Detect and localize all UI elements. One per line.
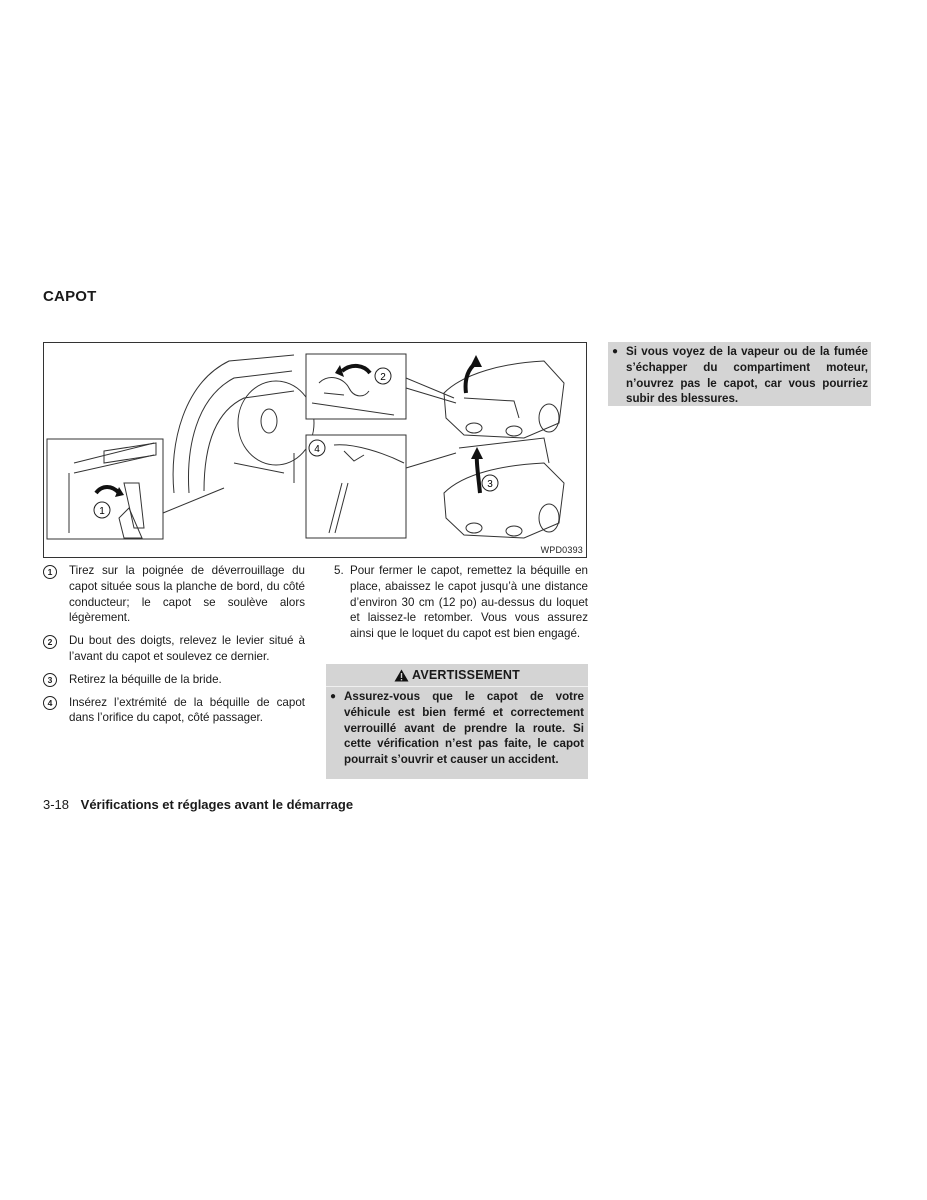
- step-4: [43, 695, 305, 727]
- step-text: Insérez l’extrémité de la béquille de capot dans l’orifice du capot, côté passager.: [69, 695, 305, 725]
- step-5-column: [326, 563, 588, 642]
- prop-arrow: [477, 455, 480, 493]
- step-number: 4: [43, 696, 57, 710]
- page-number: 3-18: [43, 797, 70, 812]
- warning-triangle-icon: [394, 669, 409, 682]
- step-5: [326, 563, 588, 642]
- caution-item: [612, 344, 868, 407]
- caution-box: [608, 342, 871, 406]
- step-text: Du bout des doigts, relevez le levier situé à l’avant du capot et soulevez ce dernier.: [69, 634, 305, 663]
- car-top-drawing: [444, 361, 564, 438]
- hood-figure: [43, 342, 587, 558]
- step-1: [43, 563, 305, 626]
- step-number: 5.: [334, 564, 344, 577]
- section-title: CAPOT: [43, 288, 97, 305]
- dashboard-drawing: [173, 355, 314, 493]
- steps-list: [43, 563, 305, 733]
- car-bottom-drawing: [444, 438, 564, 538]
- open-hood-arrow: [466, 363, 476, 393]
- warning-text: Assurez-vous que le capot de votre véhicule est bien fermé et correctement verrouillé avant de prendre la route. Si cette vérification n’est pas faite, le capot pourrait s’ouvrir et causer un accident.: [344, 690, 584, 767]
- step-number: 2: [43, 635, 57, 649]
- warning-title: AVERTISSEMENT: [412, 668, 520, 682]
- warning-item: [330, 689, 584, 768]
- bullet-icon: ●: [330, 691, 337, 702]
- svg-text:4: 4: [314, 444, 320, 455]
- warning-box: [326, 664, 588, 779]
- step-3: [43, 672, 305, 688]
- hood-illustration: [44, 343, 588, 559]
- step-number: 3: [43, 673, 57, 687]
- svg-text:3: 3: [487, 479, 493, 490]
- page-footer: [43, 797, 353, 812]
- svg-text:2: 2: [380, 372, 386, 383]
- step-text: Tirez sur la poignée de déverrouillage du capot située sous la planche de bord, du côté conducteur; le capot se soulève alors légèrement.: [69, 564, 305, 625]
- callout-1-label: 1: [99, 506, 105, 517]
- bullet-icon: ●: [612, 346, 619, 357]
- warning-header: [326, 664, 588, 687]
- step-text: Retirez la béquille de la bride.: [69, 672, 222, 686]
- step-number: 1: [43, 565, 57, 579]
- figure-code: WPD0393: [540, 545, 583, 555]
- step-2: [43, 633, 305, 665]
- chapter-title: Vérifications et réglages avant le démarrage: [80, 797, 354, 812]
- caution-text: Si vous voyez de la vapeur ou de la fumée s’échapper du compartiment moteur, n’ouvrez pas le capot, car vous pourriez subir des blessures.: [626, 345, 868, 406]
- step-text: Pour fermer le capot, remettez la béquille en place, abaissez le capot jusqu’à une distance d’environ 30 cm (12 po) au-dessus du loquet et laissez-le retomber. Vous vous assurez ainsi que le loquet du capot est bien engagé.: [350, 564, 588, 641]
